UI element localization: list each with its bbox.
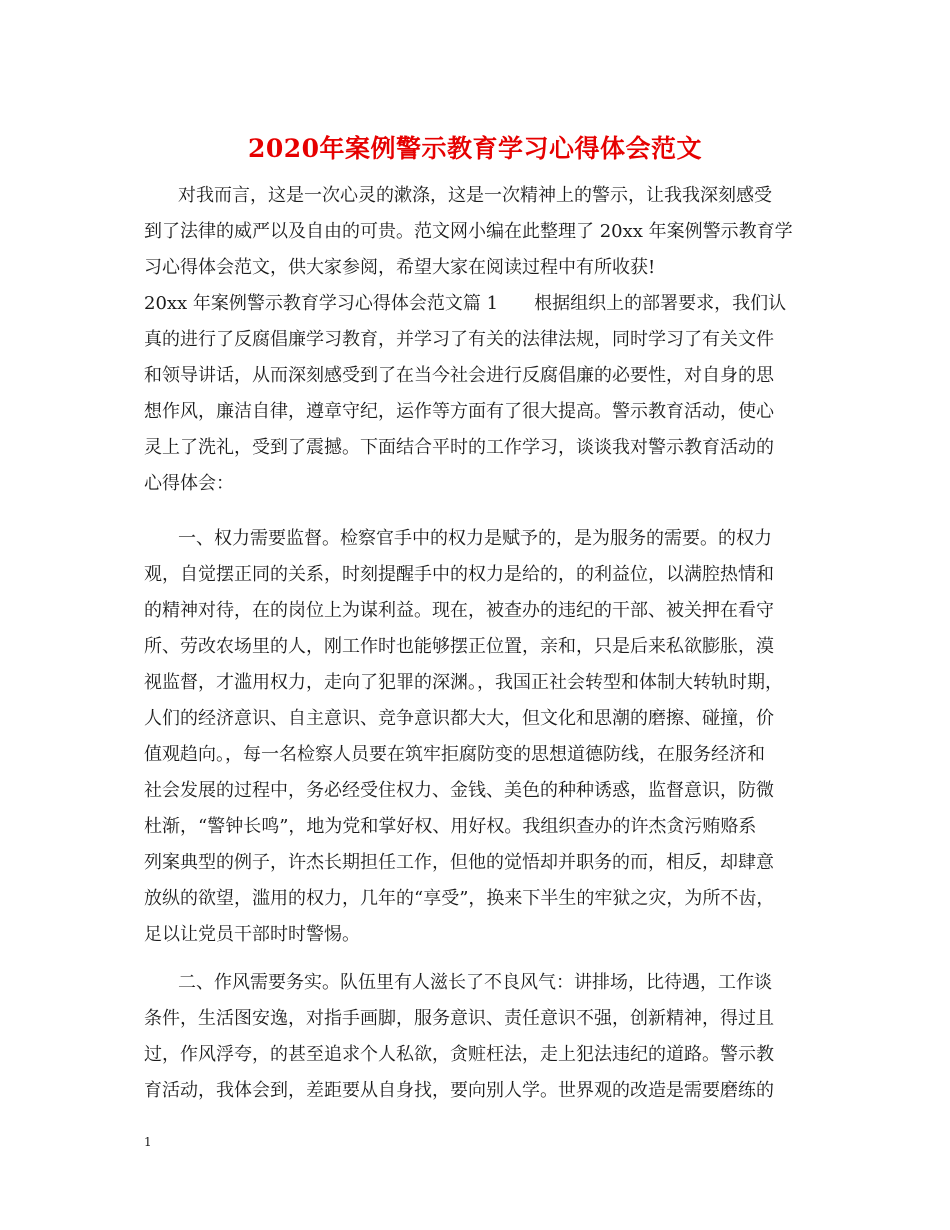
paragraph-line: 放纵的欲望，滥用的权力，几年的“享受”，换来下半生的牢狱之灾，为所不齿， (144, 888, 775, 909)
paragraph-line: 视监督，才滥用权力，走向了犯罪的深渊。，我国正社会转型和体制大转轨时期， (144, 672, 783, 693)
paragraph-line: 20xx 年案例警示教育学习心得体会范文篇 1 根据组织上的部署要求，我们认 (144, 293, 787, 314)
paragraph-line: 列案典型的例子，许杰长期担任工作，但他的觉悟却并职务的而，相反，却肆意 (144, 852, 774, 873)
paragraph-line: 对我而言，这是一次心灵的漱涤，这是一次精神上的警示，让我我深刻感受 (178, 185, 772, 206)
paragraph-line: 和领导讲话，从而深刻感受到了在当今社会进行反腐倡廉的必要性，对自身的思 (144, 365, 774, 386)
paragraph-line: 想作风，廉洁自律，遵章守纪，运作等方面有了很大提高。警示教育活动，使心 (144, 401, 774, 422)
paragraph-line: 社会发展的过程中，务必经受住权力、金钱、美色的种种诱惑，监督意识，防微 (144, 780, 774, 801)
paragraph-line: 过，作风浮夸，的甚至追求个人私欲，贪赃枉法，走上犯法违纪的道路。警示教 (144, 1044, 774, 1065)
page-number: 1 (144, 1135, 152, 1149)
paragraph-line: 育活动，我体会到，差距要从自身找，要向别人学。世界观的改造是需要磨练的 (144, 1080, 774, 1101)
paragraph-line: 二、作风需要务实。队伍里有人滋长了不良风气：讲排场，比待遇，工作谈 (178, 972, 772, 993)
paragraph-line: 人们的经济意识、自主意识、竞争意识都大大，但文化和思潮的磨擦、碰撞，价 (144, 708, 774, 729)
paragraph-line: 习心得体会范文，供大家参阅，希望大家在阅读过程中有所收获! (144, 257, 656, 278)
paragraph-line: 心得体会： (144, 473, 234, 494)
paragraph-line: 足以让党员干部时时警惕。 (144, 924, 360, 945)
paragraph-line: 值观趋向。，每一名检察人员要在筑牢拒腐防变的思想道德防线，在服务经济和 (144, 744, 765, 765)
paragraph-line: 真的进行了反腐倡廉学习教育，并学习了有关的法律法规，同时学习了有关文件 (144, 329, 774, 350)
paragraph-line: 一、权力需要监督。检察官手中的权力是赋予的，是为服务的需要。的权力 (178, 528, 772, 549)
paragraph-line: 杜渐，“警钟长鸣”，地为党和掌好权、用好权。我组织查办的许杰贪污贿赂系 (144, 816, 757, 837)
paragraph-line: 条件，生活图安逸，对指手画脚，服务意识、责任意识不强，创新精神，得过且 (144, 1008, 774, 1029)
paragraph-line: 到了法律的威严以及自由的可贵。范文网小编在此整理了 20xx 年案例警示教育学 (144, 221, 793, 242)
paragraph-line: 的精神对待，在的岗位上为谋利益。现在，被查办的违纪的干部、被关押在看守 (144, 600, 774, 621)
paragraph-line: 灵上了洗礼，受到了震撼。下面结合平时的工作学习，谈谈我对警示教育活动的 (144, 437, 774, 458)
document-title: 2020年案例警示教育学习心得体会范文 (247, 134, 703, 163)
paragraph-line: 所、劳改农场里的人，刚工作时也能够摆正位置，亲和，只是后来私欲膨胀，漠 (144, 636, 774, 657)
paragraph-line: 观，自觉摆正同的关系，时刻提醒手中的权力是给的，的利益位，以满腔热情和 (144, 564, 774, 585)
